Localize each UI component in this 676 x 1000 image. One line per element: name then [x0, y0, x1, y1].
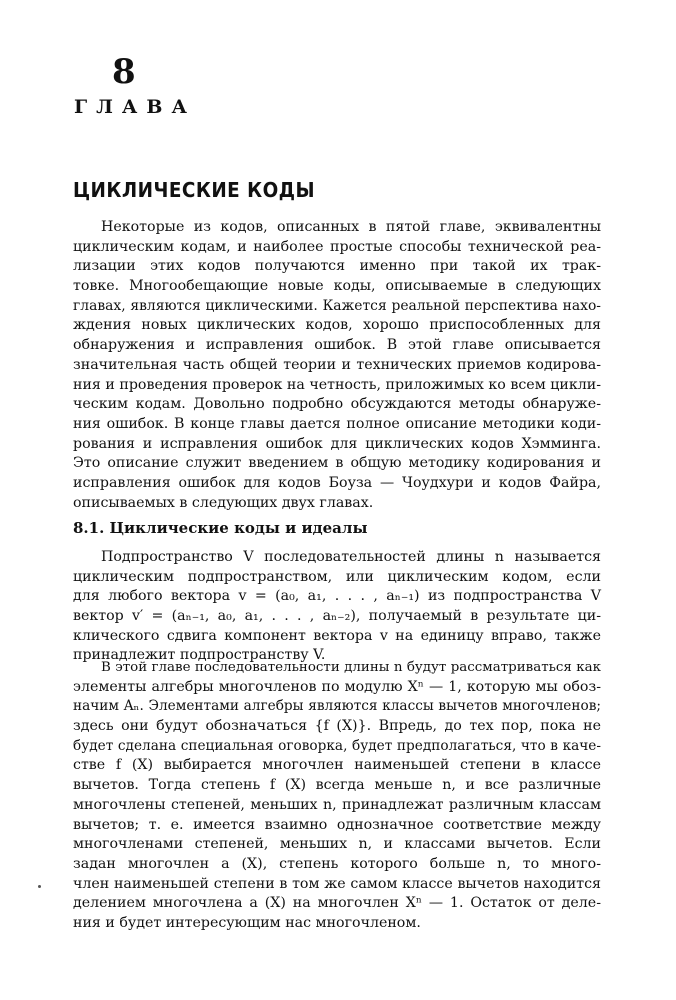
text-line: главах, являются циклическими. Кажется реальной перспектива нахо-	[73, 297, 601, 314]
algebra-paragraph	[73, 658, 601, 934]
text-line: Подпространство V последовательностей длины n называется	[101, 549, 601, 565]
chapter-label: ГЛАВА	[74, 96, 196, 118]
text-line: многочлены степеней, меньших n, принадлежат различным классам	[73, 796, 601, 813]
text-line: элементы алгебры многочленов по модулю Xⁿ — 1, которую мы обоз-	[73, 678, 601, 695]
text-line: ния ошибок. В конце главы дается полное описание методики коди-	[73, 415, 601, 432]
text-line: член наименьшей степени в том же самом классе вычетов находится	[73, 875, 601, 892]
text-line: лизации этих кодов получаются именно при такой их трак-	[73, 258, 601, 275]
definition-paragraph	[73, 548, 601, 666]
text-line: здесь они будут обозначаться {f (X)}. Впредь, до тех пор, пока не	[73, 718, 601, 735]
text-line: делением многочлена a (X) на многочлен Xⁿ — 1. Остаток от деле-	[73, 895, 601, 912]
section-heading: 8.1. Циклические коды и идеалы	[73, 519, 368, 537]
text-line: принадлежит подпространству V.	[73, 647, 326, 664]
text-line: стве f (X) выбирается многочлен наименьшей степени в классе	[73, 757, 601, 774]
intro-paragraph	[73, 218, 601, 513]
text-line: циклическим кодам, и наиболее простые способы технической реа-	[73, 238, 601, 255]
text-line: циклическим подпространством, или циклическим кодом, если	[73, 568, 601, 585]
chapter-title: ЦИКЛИЧЕСКИЕ КОДЫ	[73, 178, 316, 202]
text-line: Это описание служит введением в общую методику кодирования и	[73, 455, 601, 472]
text-line: для любого вектора v = (a₀, a₁, . . . , aₙ₋₁) из подпространства V	[73, 588, 601, 605]
chapter-number: 8	[112, 52, 136, 92]
text-line: В этой главе последовательности длины n будут рассматриваться как	[101, 660, 601, 675]
text-line: ния и проведения проверок на четность, приложимых ко всем цикли-	[73, 376, 601, 393]
text-line: товке. Многообещающие новые коды, описываемые в следующих	[73, 278, 601, 295]
text-line: клического сдвига компонент вектора v на единицу вправо, также	[73, 627, 601, 644]
text-line: рования и исправления ошибок для циклических кодов Хэмминга.	[73, 435, 601, 452]
text-line: начим Aₙ. Элементами алгебры являются классы вычетов многочленов;	[73, 698, 601, 715]
text-line: вычетов; т. е. имеется взаимно однозначное соответствие между	[73, 816, 601, 833]
text-line: ния и будет интересующим нас многочленом.	[73, 914, 421, 931]
text-line: вектор v′ = (aₙ₋₁, a₀, a₁, . . . , aₙ₋₂), получаемый в результате ци-	[73, 608, 601, 625]
text-line: задан многочлен a (X), степень которого больше n, то много-	[73, 855, 601, 872]
scan-speck	[38, 885, 41, 888]
text-line: многочленами степеней, меньших n, и классами вычетов. Если	[73, 836, 601, 853]
text-line: ческим кодам. Довольно подробно обсуждаются методы обнаруже-	[73, 396, 601, 413]
text-line: ждения новых циклических кодов, хорошо приспособленных для	[73, 317, 601, 334]
text-line: значительная часть общей теории и технических приемов кодирова-	[73, 356, 601, 373]
text-line: вычетов. Тогда степень f (X) всегда меньше n, и все различные	[73, 777, 601, 794]
text-line: обнаружения и исправления ошибок. В этой главе описывается	[73, 337, 601, 354]
text-line: описываемых в следующих двух главах.	[73, 494, 374, 511]
text-line: Некоторые из кодов, описанных в пятой главе, эквивалентны	[101, 219, 601, 235]
text-line: исправления ошибок для кодов Боуза — Чоудхури и кодов Файра,	[73, 474, 601, 491]
text-line: будет сделана специальная оговорка, будет предполагаться, что в каче-	[73, 737, 601, 754]
